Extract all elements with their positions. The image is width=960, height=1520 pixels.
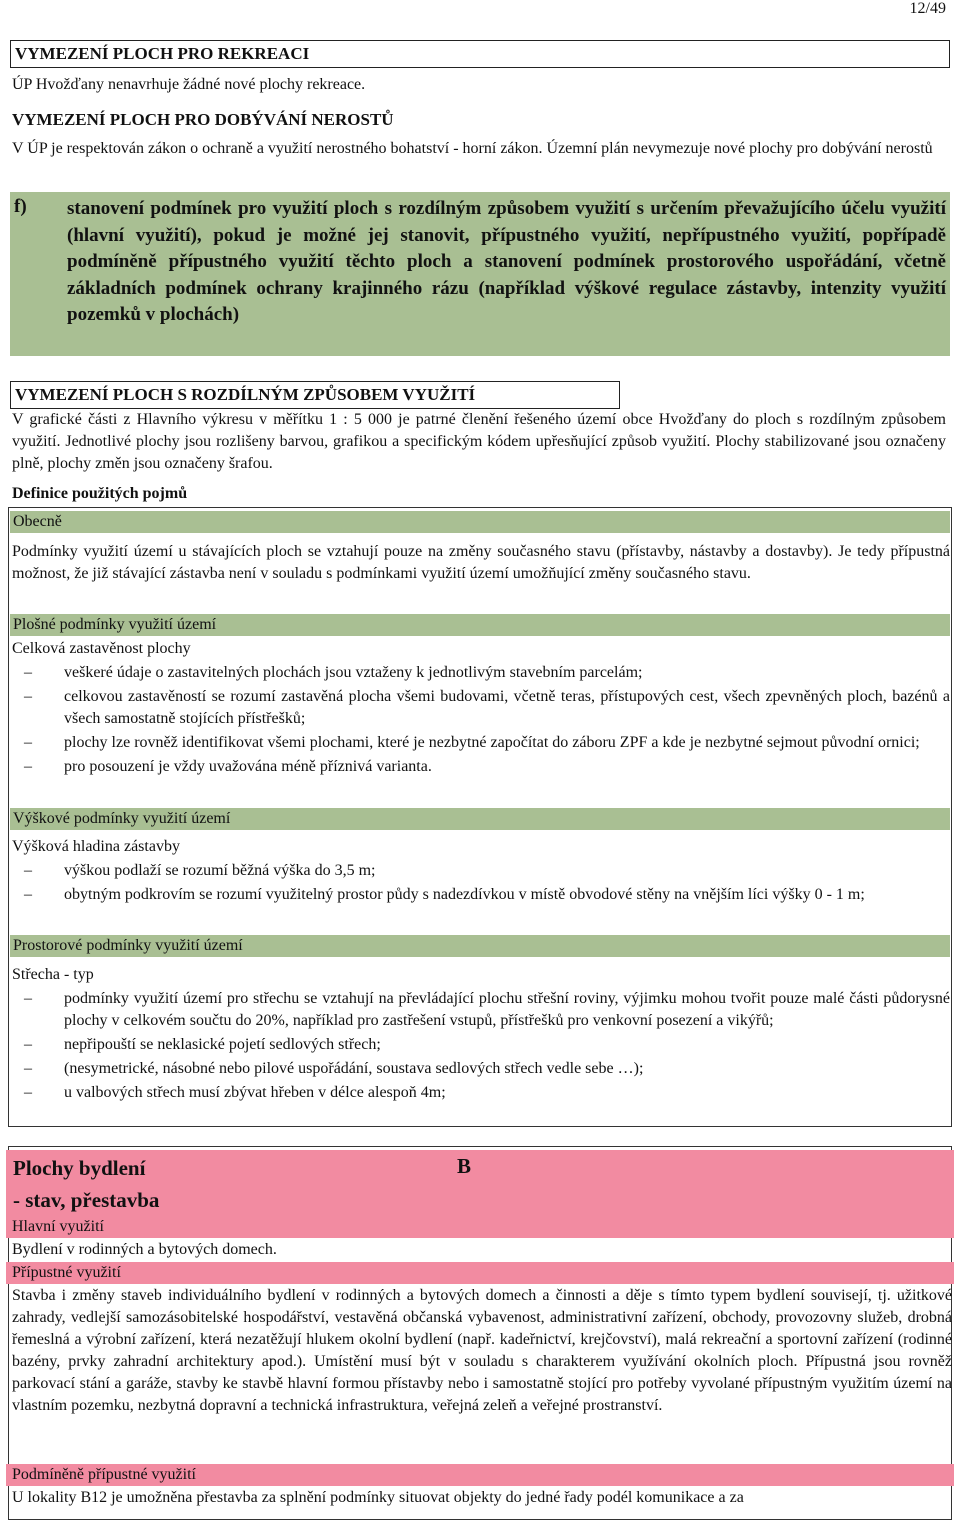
- label-vyskove: Výškové podmínky využití území: [10, 808, 950, 830]
- label-plosne: Plošné podmínky využití území: [10, 614, 950, 636]
- label-obecne: Obecně: [10, 511, 950, 533]
- list-item: [10, 884, 950, 906]
- dash-icon: –: [24, 1060, 32, 1077]
- subheading-prostorove: Střecha - typ: [12, 966, 94, 983]
- bullet-text: veškeré údaje o zastavitelných plochách jsou vztaženy k jednotlivým stavebním parcelám;: [64, 664, 643, 681]
- bydleni-subtitle: - stav, přestavba: [13, 1188, 160, 1212]
- list-item: [10, 1058, 950, 1080]
- bullet-text: podmínky využití území pro střechu se vztahují na převládající plochu střešní roviny, výjimku mohou tvořit pouze malé části půdorysné plochy v celkovém součtu do 20%, například pro zastřešení vstupů, přístřešků pro venkovní posezení a vikýřů;: [64, 990, 950, 1029]
- bullet-text: (nesymetrické, násobné nebo pilové uspořádání, soustava sedlových střech vedle sebe …);: [64, 1060, 644, 1077]
- bullet-text: pro posouzení je vždy uvažována méně příznivá varianta.: [64, 758, 432, 775]
- list-item: [10, 662, 950, 684]
- list-plosne: [10, 662, 950, 778]
- bydleni-title: Plochy bydlení: [13, 1156, 146, 1180]
- dash-icon: –: [24, 734, 32, 751]
- list-item: [10, 988, 950, 1032]
- list-item: [10, 686, 950, 730]
- subheading-vyskove: Výšková hladina zástavby: [12, 838, 180, 855]
- label-pripustne: Přípustné využití: [6, 1262, 954, 1284]
- subheading-plosne: Celková zastavěnost plochy: [12, 640, 191, 657]
- list-item: [10, 1034, 950, 1056]
- dash-icon: –: [24, 664, 32, 681]
- list-vyskove: [10, 860, 950, 906]
- bullet-text: nepřipouští se neklasické pojetí sedlových střech;: [64, 1036, 381, 1053]
- text-obecne: Podmínky využití území u stávajících ploch se vztahují pouze na změny současného stavu (přístavby, nástavby a dostavby). Je tedy přípustná možnost, že již stávající zástavba není v souladu s podmínkami využití území umožňující změny současného stavu.: [12, 543, 950, 582]
- dash-icon: –: [24, 990, 32, 1007]
- bullet-text: celkovou zastavěností se rozumí zastavěná plocha všemi budovami, včetně teras, přístupových cest, všech zpevněných ploch, bazénů a všech samostatně stojících přístřešků;: [64, 688, 950, 727]
- list-item: [10, 732, 950, 754]
- dash-icon: –: [24, 1084, 32, 1101]
- bullet-text: obytným podkrovím se rozumí využitelný prostor půdy s nadezdívkou v místě obvodové stěny na vnějším líci výšky 0 - 1 m;: [64, 886, 865, 903]
- label-hlavni: Hlavní využití: [6, 1216, 954, 1238]
- page-number: 12/49: [909, 0, 946, 17]
- dash-icon: –: [24, 1036, 32, 1053]
- definice-heading: [12, 483, 187, 505]
- heading-rozdilne: VYMEZENÍ PLOCH S ROZDÍLNÝM ZPŮSOBEM VYUŽITÍ: [10, 381, 620, 409]
- label-podminene: Podmíněně přípustné využití: [6, 1464, 954, 1486]
- heading-nerosty: VYMEZENÍ PLOCH PRO DOBÝVÁNÍ NEROSTŮ: [12, 110, 394, 129]
- text-rekreace: ÚP Hvožďany nenavrhuje žádné nové plochy rekreace.: [12, 76, 366, 93]
- text-pripustne: Stavba i změny staveb individuálního bydlení v rodinných a bytových domech a činnosti a děje s tímto typem bydlení souvisejí, tj. užitkové zahrady, vedlejší samozásobitelské hospodářství, vestavěná občanská vybavenost, administrativní zařízení, obchody, provozovny služeb, drobná řemeslná a výrobní zařízení, která nezatěžují hlukem okolní bydlení (např. kadeřnictví, krejčovství), malá rekreační a sportovní zařízení (rodinné bazény, prvky zahradní architektury apod.). Umístění musí být v souladu s charakterem využívání okolních ploch. Přípustná jsou rovněž parkovací stání a garáže, stavby ke stavbě hlavní formou přístavby nebo i samostatně stojící pro potřeby vyvolané přípustným využitím území na vlastním pozemku, nezbytná dopravní a technická infrastruktura, veřejná zeleň a veřejné prostranství.: [12, 1287, 952, 1414]
- text-podminene: U lokality B12 je umožněna přestavba za splnění podmínky situovat objekty do jedné řady podél komunikace a za: [12, 1489, 744, 1506]
- definice-heading-text: Definice použitých pojmů: [12, 485, 188, 502]
- section-f-letter: f): [14, 196, 27, 217]
- list-item: [10, 1082, 950, 1104]
- bydleni-code: B: [457, 1154, 472, 1178]
- bydleni-header: [6, 1150, 954, 1216]
- dash-icon: –: [24, 862, 32, 879]
- text-rozdilne: V grafické části z Hlavního výkresu v měřítku 1 : 5 000 je patrné členění řešeného území obce Hvožďany do ploch s rozdílným způsobem využití. Jednotlivé plochy jsou rozlišeny barvou, grafikou a specifickým kódem upřesňující způsob využití. Plochy stabilizované jsou označeny plně, plochy změn jsou označeny šrafou.: [12, 411, 946, 472]
- label-prostorove: Prostorové podmínky využití území: [10, 935, 950, 957]
- list-prostorove: [10, 988, 950, 1104]
- dash-icon: –: [24, 688, 32, 705]
- bullet-text: plochy lze rovněž identifikovat všemi plochami, které je nezbytné započítat do záboru ZPF a kde je nezbytné sejmout původní ornici;: [64, 734, 920, 751]
- text-nerosty: V ÚP je respektován zákon o ochraně a využití nerostného bohatství - horní zákon. Územní plán nevymezuje nové plochy pro dobývání nerostů: [12, 140, 933, 157]
- text-hlavni: Bydlení v rodinných a bytových domech.: [12, 1241, 277, 1258]
- dash-icon: –: [24, 758, 32, 775]
- bullet-text: u valbových střech musí zbývat hřeben v délce alespoň 4m;: [64, 1084, 446, 1101]
- section-f-text: stanovení podmínek pro využití ploch s rozdílným způsobem využití s určením převažujícího účelu využití (hlavní využití), pokud je možné jej stanovit, přípustného využití, nepřípustného využití, popřípadě podmíněně přípustného využití těchto ploch a stanovení podmínek prostorového uspořádání, včetně základních podmínek ochrany krajinného rázu (například výškové regulace zástavby, intenzity využití pozemků v plochách): [67, 198, 946, 325]
- heading-rekreace: VYMEZENÍ PLOCH PRO REKREACI: [10, 40, 950, 68]
- list-item: [10, 860, 950, 882]
- dash-icon: –: [24, 886, 32, 903]
- list-item: [10, 756, 950, 778]
- bullet-text: výškou podlaží se rozumí běžná výška do 3,5 m;: [64, 862, 376, 879]
